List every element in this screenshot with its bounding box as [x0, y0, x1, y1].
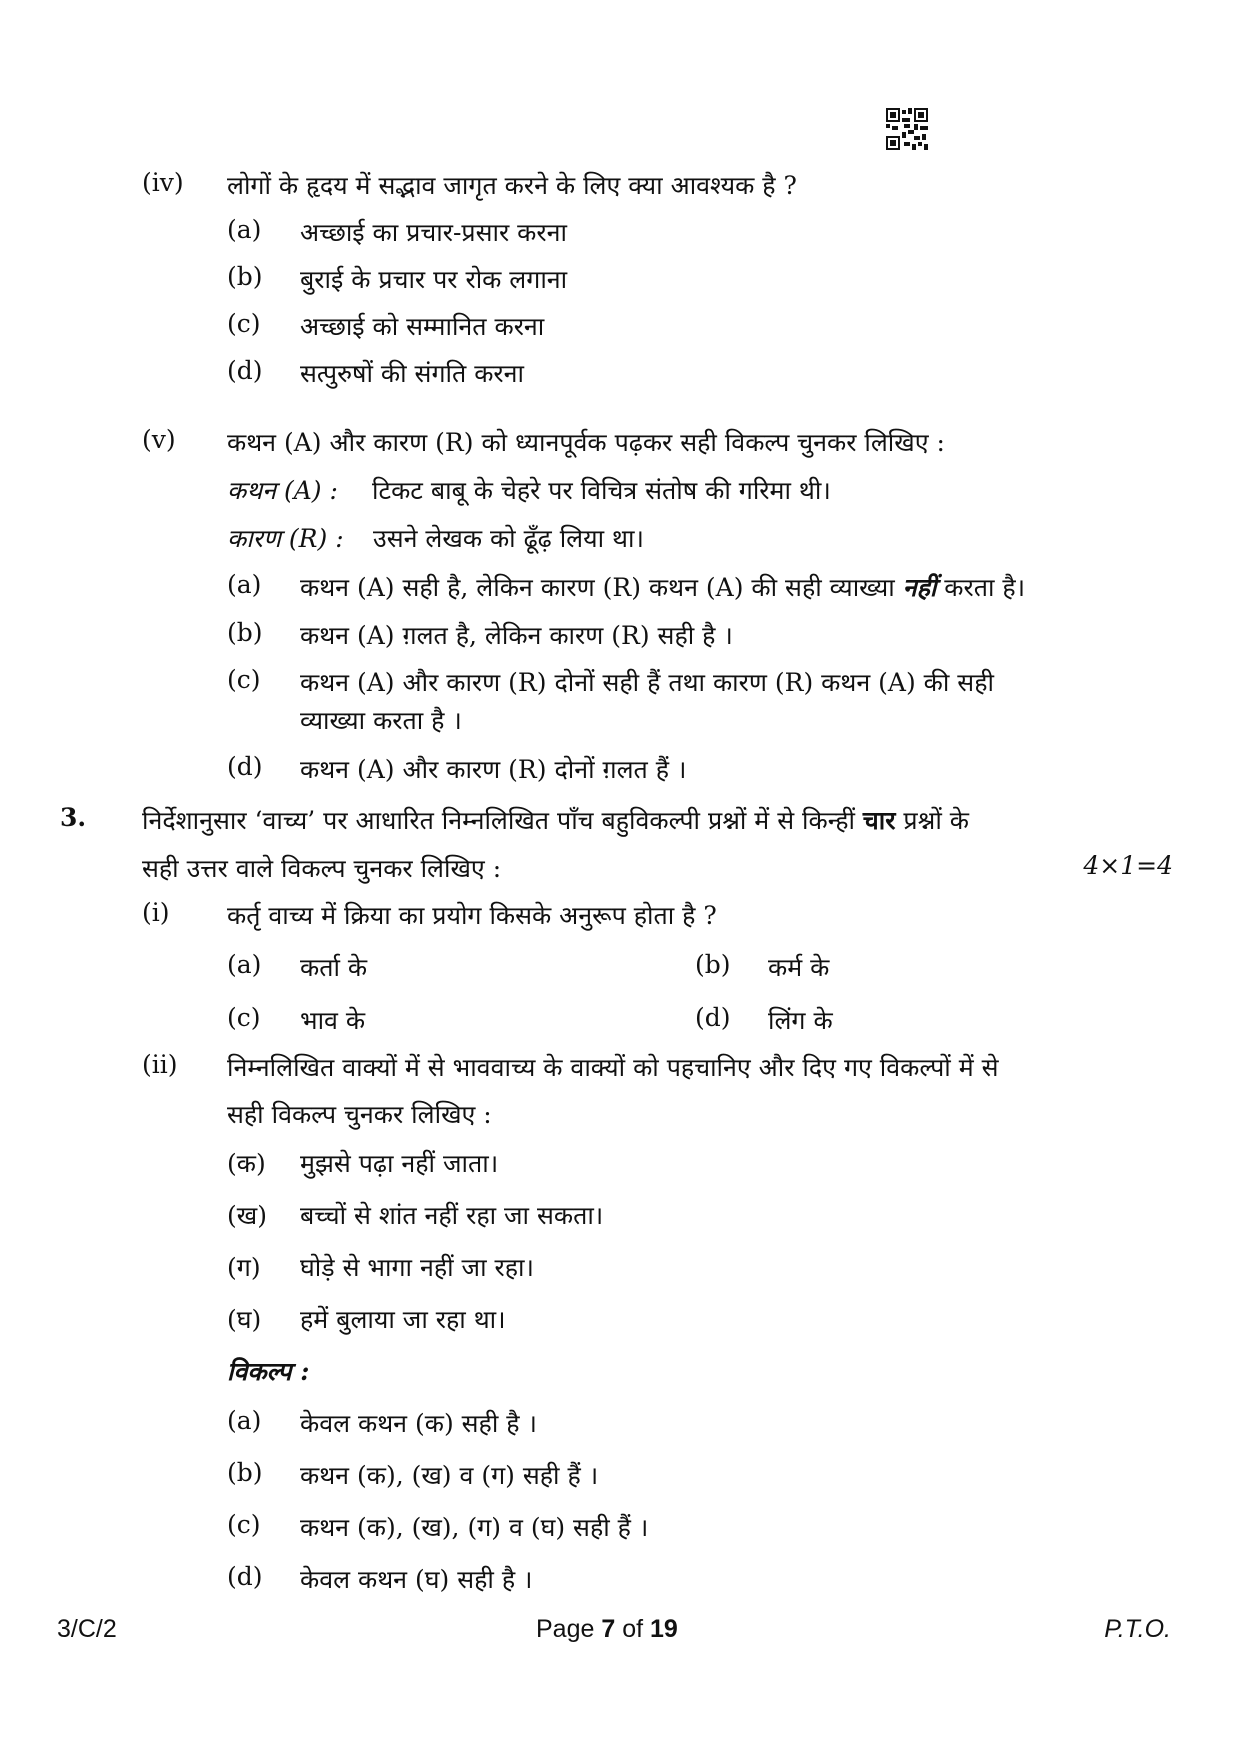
options-heading: विकल्प : — [227, 1357, 310, 1386]
option-text: अच्छाई को सम्मानित करना — [300, 312, 545, 341]
page-number: Page 7 of 19 — [536, 1615, 678, 1643]
assertion-text: टिकट बाबू के चेहरे पर विचित्र संतोष की गरिमा थी। — [372, 476, 831, 505]
option-label: (a) — [227, 950, 262, 979]
sentence-label: (क) — [227, 1149, 266, 1178]
question-text-ii-cont: सही विकल्प चुनकर लिखिए : — [227, 1100, 492, 1129]
option-label: (c) — [227, 309, 261, 338]
question-text-v: कथन (A) और कारण (R) को ध्यानपूर्वक पढ़कर सही विकल्प चुनकर लिखिए : — [227, 428, 945, 457]
question-text-3: निर्देशानुसार ‘वाच्य’ पर आधारित निम्नलिखित पाँच बहुविकल्पी प्रश्नों में से किन्हीं चार प्रश्नों के — [142, 806, 969, 835]
sentence-text: बच्चों से शांत नहीं रहा जा सकता। — [300, 1201, 604, 1230]
option-label: (d) — [227, 752, 263, 781]
option-text: कथन (क), (ख) व (ग) सही हैं । — [300, 1461, 599, 1490]
option-text: बुराई के प्रचार पर रोक लगाना — [300, 265, 568, 294]
emphasis-text: चार — [862, 806, 896, 835]
assertion-label: कथन (A) : — [227, 476, 338, 505]
marks: 4×1=4 — [1083, 851, 1173, 880]
option-label: (b) — [227, 262, 263, 291]
option-label: (a) — [227, 570, 262, 599]
option-label: (a) — [227, 215, 262, 244]
option-label: (b) — [227, 1458, 263, 1487]
qr-code — [886, 108, 928, 150]
reason-label: कारण (R) : — [227, 524, 344, 553]
option-text: कथन (क), (ख), (ग) व (घ) सही हैं । — [300, 1513, 649, 1542]
option-text: कर्ता के — [300, 953, 368, 982]
sentence-label: (ख) — [227, 1201, 267, 1230]
option-text: केवल कथन (घ) सही है । — [300, 1565, 533, 1594]
question-number-iv: (iv) — [142, 168, 184, 197]
option-label: (a) — [227, 1406, 262, 1435]
question-number-v: (v) — [142, 425, 176, 454]
question-text-i: कर्तृ वाच्य में क्रिया का प्रयोग किसके अनुरूप होता है ? — [227, 901, 717, 930]
question-text-3-cont: सही उत्तर वाले विकल्प चुनकर लिखिए : — [142, 854, 502, 883]
option-label: (c) — [227, 1510, 261, 1539]
option-label: (b) — [227, 618, 263, 647]
option-text: केवल कथन (क) सही है । — [300, 1409, 537, 1438]
option-text-a: कथन (A) सही है, लेकिन कारण (R) कथन (A) की सही व्याख्या नहीं करता है। — [300, 573, 1026, 602]
option-label: (c) — [227, 665, 261, 694]
paper-code: 3/C/2 — [57, 1615, 117, 1643]
option-text: भाव के — [300, 1006, 366, 1035]
emphasis-text: नहीं — [902, 573, 937, 602]
option-label: (b) — [695, 950, 731, 979]
pto-label: P.T.O. — [1104, 1615, 1171, 1643]
sentence-text: हमें बुलाया जा रहा था। — [300, 1305, 506, 1334]
option-text: कर्म के — [768, 953, 830, 982]
reason-text: उसने लेखक को ढूँढ़ लिया था। — [373, 524, 644, 553]
sentence-text: मुझसे पढ़ा नहीं जाता। — [300, 1149, 499, 1178]
sentence-label: (ग) — [227, 1253, 261, 1282]
sentence-text: घोड़े से भागा नहीं जा रहा। — [300, 1253, 534, 1282]
option-label: (d) — [227, 1562, 263, 1591]
option-text-c-cont: व्याख्या करता है । — [300, 706, 462, 735]
option-text-d: कथन (A) और कारण (R) दोनों ग़लत हैं । — [300, 755, 687, 784]
option-text: सत्पुरुषों की संगति करना — [300, 359, 524, 388]
option-text: अच्छाई का प्रचार-प्रसार करना — [300, 218, 567, 247]
option-label: (d) — [227, 356, 263, 385]
question-text-iv: लोगों के हृदय में सद्भाव जागृत करने के लिए क्या आवश्यक है ? — [227, 171, 797, 200]
sentence-label: (घ) — [227, 1305, 262, 1334]
option-text-b: कथन (A) ग़लत है, लेकिन कारण (R) सही है । — [300, 621, 733, 650]
option-text: लिंग के — [768, 1006, 833, 1035]
question-number-ii: (ii) — [142, 1050, 178, 1079]
option-label: (d) — [695, 1003, 731, 1032]
option-label: (c) — [227, 1003, 261, 1032]
question-number-i: (i) — [142, 898, 170, 927]
question-text-ii: निम्नलिखित वाक्यों में से भाववाच्य के वाक्यों को पहचानिए और दिए गए विकल्पों में से — [227, 1053, 999, 1082]
option-text-c: कथन (A) और कारण (R) दोनों सही हैं तथा कारण (R) कथन (A) की सही — [300, 668, 994, 697]
question-number-3: 3. — [60, 803, 87, 832]
